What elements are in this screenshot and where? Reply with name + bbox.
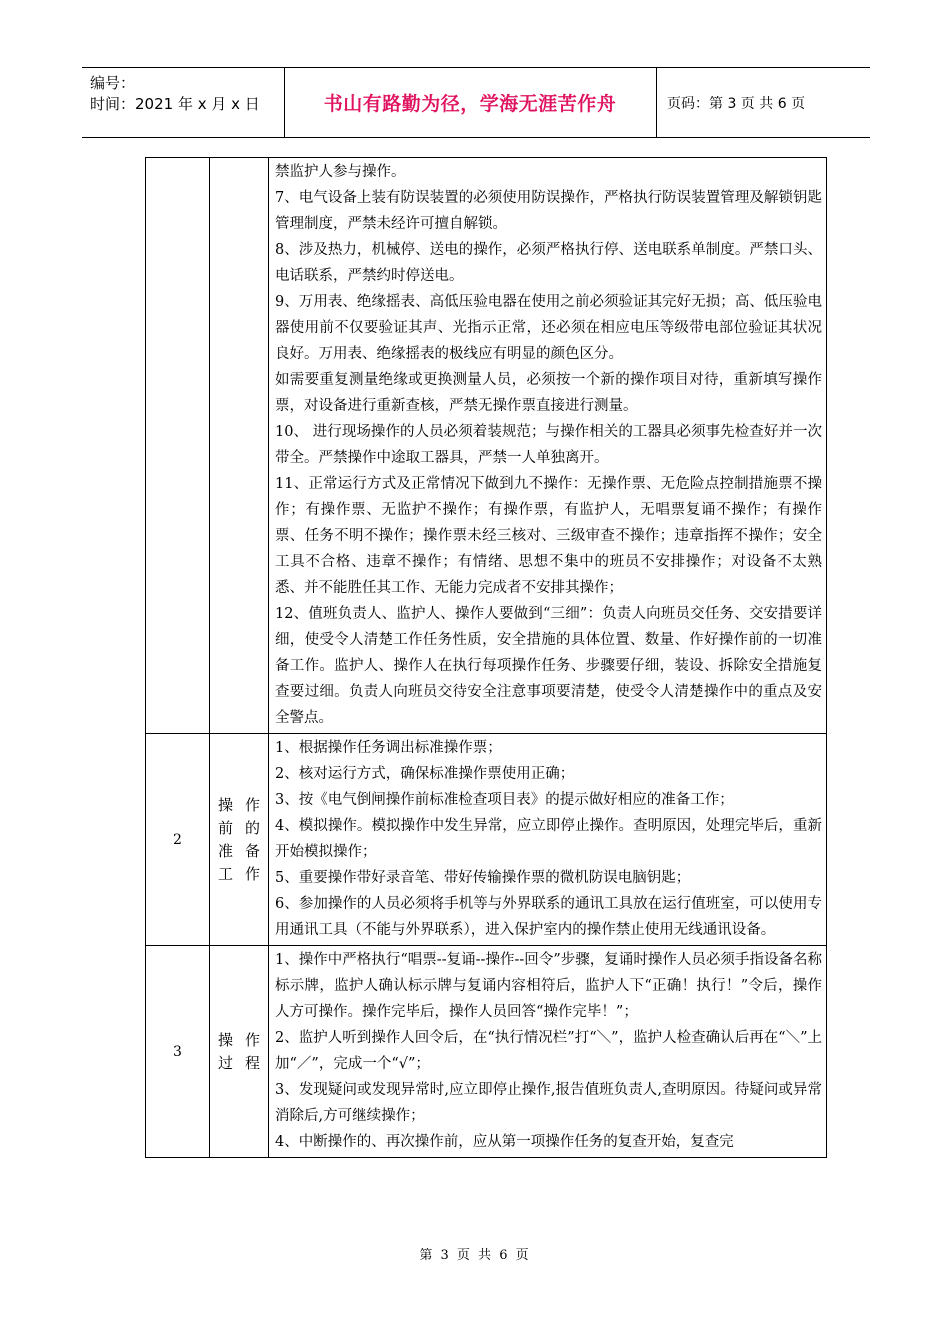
- table-row: [146, 734, 827, 946]
- row-content-cell: [269, 734, 827, 946]
- header-meta-cell: [82, 68, 285, 137]
- list-item: 9、万用表、绝缘摇表、高低压验电器在使用之前必须验证其完好无损；高、低压验电器使用前不仅要验证其声、光指示正常，还必须在相应电压等级带电部位验证其状况良好。万用表、绝缘摇表的极线应有明显的颜色区分。: [275, 294, 822, 362]
- row-title-line: 操作: [218, 1030, 260, 1049]
- list-item: 2、监护人听到操作人回令后，在“执行情况栏”打“＼”，监护人检查确认后再在“＼”上加“／”，完成一个“√”；: [275, 1030, 822, 1072]
- page-header: [82, 67, 870, 138]
- table-row: [146, 158, 827, 734]
- list-item: 12、值班负责人、监护人、操作人要做到“三细”：负责人向班员交任务、交安措要详细，使受令人清楚工作任务性质，安全措施的具体位置、数量、作好操作前的一切准备工作。监护人、操作人在执行每项操作任务、步骤要仔细，装设、拆除安全措施复查要过细。负责人向班员交待安全注意事项要清楚，使受令人清楚操作中的重点及安全警点。: [275, 606, 822, 726]
- list-item: 如需要重复测量绝缘或更换测量人员，必须按一个新的操作项目对待，重新填写操作票，对设备进行重新查核，严禁无操作票直接进行测量。: [275, 372, 822, 414]
- document-date-label: 时间：2021 年 x 月 x 日: [90, 95, 260, 113]
- list-item: 8、涉及热力，机械停、送电的操作，必须严格执行停、送电联系单制度。严禁口头、电话联系，严禁约时停送电。: [275, 242, 822, 284]
- table-row: [146, 946, 827, 1158]
- list-item: 11、正常运行方式及正常情况下做到九不操作：无操作票、无危险点控制措施票不操作；有操作票、无监护不操作；有操作票，有监护人，无唱票复诵不操作；有操作票、任务不明不操作；操作票未经三核对、三级审查不操作；违章指挥不操作；安全工具不合格、违章不操作；有情绪、思想不集中的班员不安排操作；对设备不太熟悉、并不能胜任其工作、无能力完成者不安排其操作；: [275, 476, 822, 596]
- list-item: 2、核对运行方式，确保标准操作票使用正确；: [275, 766, 575, 782]
- list-item: 1、操作中严格执行“唱票--复诵--操作--回令”步骤，复诵时操作人员必须手指设备名称标示牌，监护人确认标示牌与复诵内容相符后，监护人下“正确！执行！”令后，操作人方可操作。操作完毕后，操作人员回答“操作完毕！”；: [275, 952, 822, 1020]
- row-title-line: 工作: [218, 864, 260, 883]
- row-number-cell: [146, 158, 210, 734]
- row-title-cell: [210, 734, 269, 946]
- list-item: 7、电气设备上装有防误装置的必须使用防误操作，严格执行防误装置管理及解锁钥匙管理制度，严禁未经许可擅自解锁。: [275, 190, 822, 232]
- row-title-line: 准备: [218, 841, 260, 860]
- procedure-table: [145, 157, 827, 1158]
- row-content-cell: [269, 158, 827, 734]
- row-title-line: 前的: [218, 818, 260, 837]
- row-number-cell: 3: [146, 946, 210, 1158]
- list-item: 3、发现疑问或发现异常时,应立即停止操作,报告值班负责人,查明原因。待疑问或异常消除后,方可继续操作；: [275, 1082, 822, 1124]
- row-title-line: 过程: [218, 1053, 260, 1072]
- row-content-cell: [269, 946, 827, 1158]
- header-page-number: 页码：第 3 页 共 6 页: [667, 95, 806, 112]
- row-number-cell: 2: [146, 734, 210, 946]
- list-item: 6、参加操作的人员必须将手机等与外界联系的通讯工具放在运行值班室，可以使用专用通讯工具（不能与外界联系），进入保护室内的操作禁止使用无线通讯设备。: [275, 896, 822, 938]
- row-title-cell: [210, 158, 269, 734]
- document-number-label: 编号：: [90, 74, 136, 92]
- list-item: 10、 进行现场操作的人员必须着装规范；与操作相关的工器具必须事先检查好并一次带全。严禁操作中途取工器具，严禁一人单独离开。: [275, 424, 822, 466]
- row-title-cell: [210, 946, 269, 1158]
- list-item: 4、中断操作的、再次操作前，应从第一项操作任务的复查开始，复查完: [275, 1134, 734, 1150]
- list-item: 5、重要操作带好录音笔、带好传输操作票的微机防误电脑钥匙；: [275, 870, 691, 886]
- row-title-line: 操作: [218, 795, 260, 814]
- list-item: 1、根据操作任务调出标准操作票；: [275, 740, 502, 756]
- page-footer: 第 3 页 共 6 页: [419, 1248, 531, 1263]
- header-motto: 书山有路勤为径，学海无涯苦作舟: [284, 68, 657, 137]
- list-item: 4、模拟操作。模拟操作中发生异常，应立即停止操作。查明原因，处理完毕后，重新开始模拟操作；: [275, 818, 822, 860]
- list-item: 禁监护人参与操作。: [275, 164, 406, 180]
- list-item: 3、按《电气倒闸操作前标准检查项目表》的提示做好相应的准备工作；: [275, 792, 734, 808]
